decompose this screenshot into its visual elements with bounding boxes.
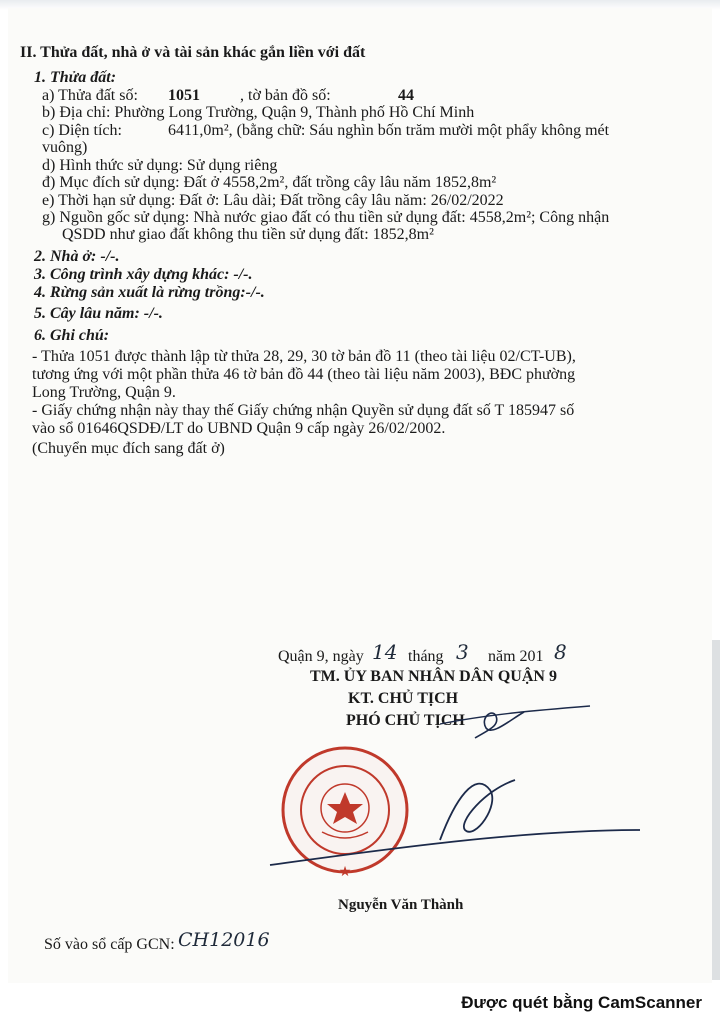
initials-mark (475, 712, 524, 738)
date-month: 3 (456, 640, 469, 664)
date-prefix: Quận 9, ngày (278, 648, 364, 665)
forest-line: 4. Rừng sản xuất là rừng trồng:-/-. (34, 284, 265, 301)
house-line: 2. Nhà ở: -/-. (34, 248, 120, 265)
vice-chairman: PHÓ CHỦ TỊCH (346, 712, 465, 729)
svg-text:★: ★ (338, 864, 352, 880)
area-label: c) Diện tích: (42, 122, 122, 139)
issuing-authority: TM. ỦY BAN NHÂN DÂN QUẬN 9 (310, 668, 557, 685)
signature-loop (440, 780, 515, 840)
registry-number: CH12016 (178, 929, 270, 951)
date-month-label: tháng (408, 648, 444, 665)
use-form: d) Hình thức sử dụng: Sử dụng riêng (42, 157, 278, 174)
other-works-line: 3. Công trình xây dựng khác: -/-. (34, 266, 253, 283)
date-day: 14 (372, 640, 398, 664)
camscanner-footer: Được quét bằng CamScanner (461, 993, 702, 1012)
signature-stamp-graphic (260, 680, 700, 900)
parcel-label: a) Thửa đất số: (42, 87, 138, 104)
note-line: Long Trường, Quận 9. (32, 384, 176, 401)
note-line: vào sổ 01646QSDĐ/LT do UBND Quận 9 cấp ngày 26/02/2002. (32, 420, 446, 437)
signer-name: Nguyễn Văn Thành (338, 897, 464, 913)
address-line: b) Địa chỉ: Phường Long Trường, Quận 9, Thành phố Hồ Chí Minh (42, 104, 475, 121)
section-title: II. Thửa đất, nhà ở và tài sản khác gắn liền với đất (20, 44, 366, 61)
date-year-label: năm 201 (488, 648, 544, 665)
area-value: 6411,0m², (bằng chữ: Sáu nghìn bốn trăm mười một phẩy không mét (168, 122, 610, 139)
date-year-digit: 8 (554, 640, 567, 664)
parcel-number: 1051 (168, 87, 200, 104)
registry-label: Số vào sổ cấp GCN: (44, 936, 175, 953)
note-line: - Giấy chứng nhận này thay thế Giấy chứng nhận Quyền sử dụng đất số T 185947 số (32, 402, 575, 419)
note-line: - Thửa 1051 được thành lập từ thửa 28, 29, 30 tờ bản đồ 11 (theo tài liệu 02/CT-UB), (32, 348, 576, 365)
map-label: , tờ bản đồ số: (240, 87, 331, 104)
use-term: e) Thời hạn sử dụng: Đất ở: Lâu dài; Đất trồng cây lâu năm: 26/02/2022 (42, 192, 504, 209)
notes-heading: 6. Ghi chú: (34, 327, 110, 344)
land-heading: 1. Thửa đất: (34, 69, 117, 86)
underline-stroke (440, 706, 590, 724)
note-line: (Chuyển mục đích sang đất ở) (32, 440, 225, 457)
scan-right-edge (712, 640, 720, 980)
use-purpose: đ) Mục đích sử dụng: Đất ở 4558,2m², đất trồng cây lâu năm 1852,8m² (42, 174, 497, 191)
origin-line: g) Nguồn gốc sử dụng: Nhà nước giao đất có thu tiền sử dụng đất: 4558,2m²; Công nhận (42, 209, 610, 226)
area-continuation: vuông) (42, 139, 88, 156)
note-line: tương ứng với một phần thửa 46 tờ bản đồ 44 (theo tài liệu năm 2003), BĐC phường (32, 366, 576, 383)
origin-continuation: QSDD như giao đất không thu tiền sử dụng đất: 1852,8m² (62, 226, 434, 243)
map-number: 44 (398, 87, 414, 104)
kt-chairman: KT. CHỦ TỊCH (348, 690, 459, 707)
perennial-line: 5. Cây lâu năm: -/-. (34, 305, 163, 322)
